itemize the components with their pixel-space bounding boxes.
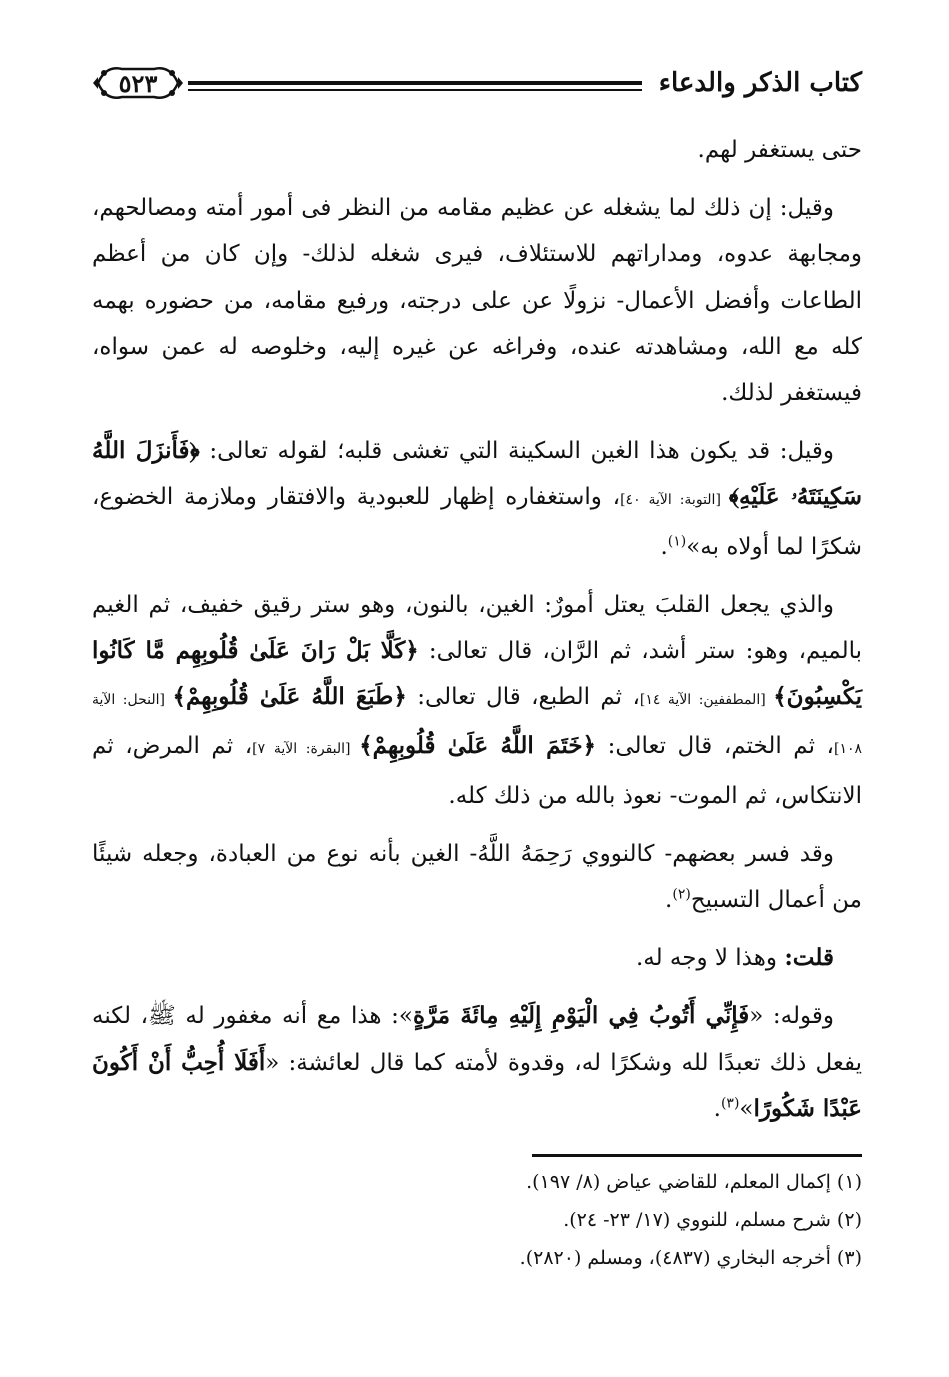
- hadith-text: أَفَلَا أُحِبُّ أَنْ أَكُونَ عَبْدًا شَكُورًا: [92, 1048, 862, 1122]
- paragraph: حتى يستغفر لهم.: [697, 137, 862, 163]
- verse-citation: [البقرة: الآية ٧]: [252, 741, 360, 758]
- verse-citation: [التوبة: الآية ٤٠]: [620, 492, 729, 509]
- footnotes: [92, 1163, 862, 1277]
- footnote-separator: [532, 1154, 862, 1157]
- page-header: [92, 56, 862, 116]
- footnote: (٣) أخرجه البخاري (٤٨٣٧)، ومسلم (٢٨٢٠).: [519, 1247, 862, 1269]
- header-rule-thick: [188, 81, 642, 85]
- verse-citation: [المطففين: الآية ١٤]: [639, 692, 774, 709]
- qultu-label: قلت:: [784, 944, 834, 972]
- footnote: (٢) شرح مسلم، للنووي (١٧/ ٢٣- ٢٤).: [563, 1209, 862, 1231]
- paragraph: وقوله: «فَإِنِّي أَتُوبُ فِي الْيَوْمِ إِلَيْهِ مِائَةَ مَرَّةٍ»: هذا مع أنه مغفور له ﷺ، لكنه يفعل ذلك تعبدًا لله وشكرًا له، وقدوة لأمته كما قال لعائشة: «أَفَلَا أُحِبُّ أَنْ أَكُونَ عَبْدًا شَكُورًا»$^{(٣)}$.: [92, 1002, 863, 1122]
- footnote-ref[interactable]: (٢): [672, 886, 691, 903]
- quran-verse: ﴿خَتَمَ اللَّهُ عَلَىٰ قُلُوبِهِمْ﴾: [359, 732, 597, 760]
- page-number: ٥٢٣: [118, 69, 158, 98]
- quran-verse: ﴿طَبَعَ اللَّهُ عَلَىٰ قُلُوبِهِمْ﴾: [172, 683, 407, 711]
- page-number-frame: [92, 61, 184, 105]
- footnote: (١) إكمال المعلم، للقاضي عياض (٨/ ١٩٧).: [526, 1171, 862, 1193]
- hadith-text: فَإِنِّي أَتُوبُ فِي الْيَوْمِ إِلَيْهِ مِائَةَ مَرَّةٍ: [413, 1002, 750, 1030]
- paragraph: وقيل: قد يكون هذا الغين السكينة التي تغشى قلبه؛ لقوله تعالى: ﴿فَأَنزَلَ اللَّهُ سَكِينَتَهُۥ عَلَيْهِ﴾ [التوبة: الآية ٤٠]، واستغفاره إظهار للعبودية والافتقار وملازمة الخضوع، شكرًا لما أولاه به»$^{(١)}$.: [92, 437, 862, 560]
- running-title: كتاب الذكر والدعاء: [658, 68, 862, 98]
- main-text: [92, 127, 862, 1144]
- paragraph: وقد فسر بعضهم- كالنووي رَحِمَهُ اللَّهُ- الغين بأنه نوع من العبادة، وجعله شيئًا من أعمال التسبيح$^{(٢)}$.: [92, 840, 862, 914]
- footnote-ref[interactable]: (١): [667, 532, 687, 549]
- verse-citation: [النحل: الآية ١٠٨]: [92, 692, 863, 758]
- paragraph: قلت: وهذا لا وجه له.: [635, 944, 834, 972]
- quran-verse: ﴿كَلَّا بَلْ رَانَ عَلَىٰ قُلُوبِهِم مَّا كَانُوا يَكْسِبُونَ﴾: [92, 637, 863, 711]
- paragraph: وقيل: إن ذلك لما يشغله عن عظيم مقامه من النظر فى أمور أمته ومصالحهم، ومجابهة عدوه، ومداراتهم للاستئلاف، فيرى شغله لذلك- وإن كان من أعظم الطاعات وأفضل الأعمال- نزولًا عن على درجته، ورفيع مقامه، من حضوره بهمه كله مع الله، ومشاهدته عنده، وفراغه عن غيره إليه، وخلوصه له عمن سواه، فيستغفر لذلك.: [92, 195, 862, 407]
- header-rule-thin: [188, 89, 642, 91]
- paragraph: والذي يجعل القلبَ يعتل أمورٌ: الغين، بالنون، وهو ستر رقيق خفيف، ثم الغيم بالميم، وهو: ستر أشد، ثم الرَّان، قال تعالى: ﴿كَلَّا بَلْ رَانَ عَلَىٰ قُلُوبِهِم مَّا كَانُوا يَكْسِبُونَ﴾ [المطففين: الآية ١٤]، ثم الطبع، قال تعالى: ﴿طَبَعَ اللَّهُ عَلَىٰ قُلُوبِهِمْ﴾ [النحل: الآية ١٠٨]، ثم الختم، قال تعالى: ﴿خَتَمَ اللَّهُ عَلَىٰ قُلُوبِهِمْ﴾ [البقرة: الآية ٧]، ثم المرض، ثم الانتكاس، ثم الموت- نعوذ بالله من ذلك كله.: [92, 591, 863, 809]
- footnote-ref[interactable]: (٣): [720, 1095, 740, 1112]
- quran-verse: ﴿فَأَنزَلَ اللَّهُ سَكِينَتَهُۥ عَلَيْهِ﴾: [92, 437, 862, 511]
